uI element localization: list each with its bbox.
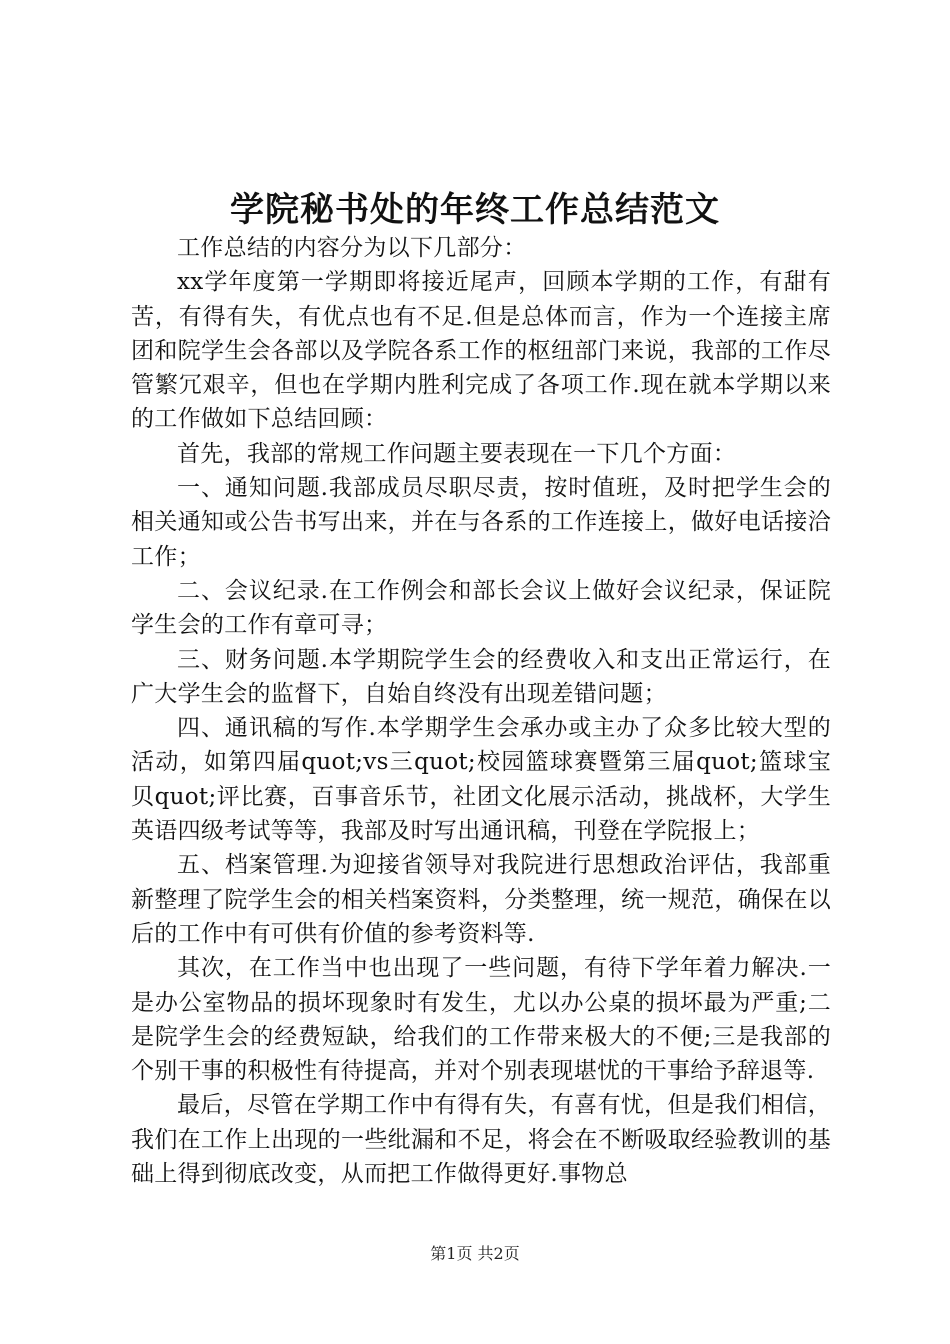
paragraph: 首先，我部的常规工作问题主要表现在一下几个方面： — [177, 440, 737, 467]
page-footer: 第1页 共2页 — [430, 1244, 520, 1263]
document-body — [131, 231, 831, 1191]
paragraph: 五、档案管理.为迎接省领导对我院进行思想政治评估，我部重新整理了院学生会的相关档案资料，分类整理，统一规范，确保在以后的工作中有可供有价值的参考资料等. — [131, 852, 831, 947]
paragraph: 四、通讯稿的写作.本学期学生会承办或主办了众多比较大型的活动，如第四届quot;vs三quot;校园篮球赛暨第三届quot;篮球宝贝quot;评比赛，百事音乐节，社团文化展示活动，挑战杯，大学生英语四级考试等等，我部及时写出通讯稿，刊登在学院报上； — [131, 715, 831, 845]
paragraph: 最后，尽管在学期工作中有得有失，有喜有忧，但是我们相信，我们在工作上出现的一些纰漏和不足，将会在不断吸取经验教训的基础上得到彻底改变，从而把工作做得更好.事物总 — [131, 1092, 831, 1188]
paragraph: 二、会议纪录.在工作例会和部长会议上做好会议纪录，保证院学生会的工作有章可寻； — [131, 577, 831, 639]
document-title: 学院秘书处的年终工作总结范文 — [230, 190, 720, 230]
paragraph: 三、财务问题.本学期院学生会的经费收入和支出正常运行，在广大学生会的监督下，自始自终没有出现差错问题； — [131, 646, 831, 707]
paragraph: xx学年度第一学期即将接近尾声，回顾本学期的工作，有甜有苦，有得有失，有优点也有不足.但是总体而言，作为一个连接主席团和院学生会各部以及学院各系工作的枢纽部门来说，我部的工作尽管繁冗艰辛，但也在学期内胜利完成了各项工作.现在就本学期以来的工作做如下总结回顾： — [131, 269, 831, 433]
paragraph: 工作总结的内容分为以下几部分： — [177, 235, 527, 261]
paragraph: 一、通知问题.我部成员尽职尽责，按时值班，及时把学生会的相关通知或公告书写出来，并在与各系的工作连接上，做好电话接洽工作； — [131, 475, 831, 570]
paragraph: 其次，在工作当中也出现了一些问题，有待下学年着力解决.一是办公室物品的损坏现象时有发生，尤以办公桌的损坏最为严重;二是院学生会的经费短缺，给我们的工作带来极大的不便;三是我部的个别干事的积极性有待提高，并对个别表现堪忧的干事给予辞退等. — [131, 955, 831, 1085]
